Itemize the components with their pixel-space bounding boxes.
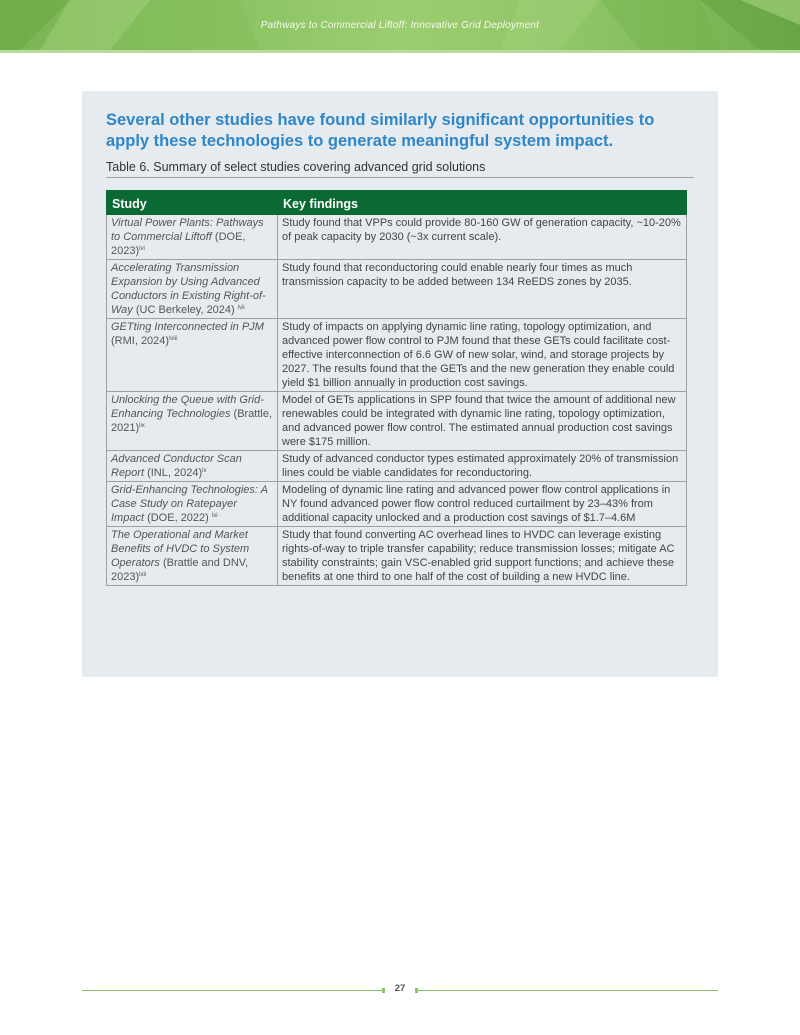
table-row	[107, 319, 687, 392]
study-source: (DOE, 2022)	[144, 512, 212, 524]
study-title: Unlocking the Queue with Grid-Enhancing Technologies	[111, 394, 264, 420]
column-header-key-findings: Key findings	[278, 191, 687, 215]
study-source: (Brattle, 2021)	[111, 408, 273, 434]
study-title: Accelerating Transmission Expansion by Using Advanced Conductors in Existing Right-of-Way	[111, 262, 266, 316]
endnote-ref: lxii	[139, 572, 147, 578]
finding-cell: Modeling of dynamic line rating and advanced power flow control applications in NY found advanced power flow control reduced curtailment by 23–43% from additional capacity unlocked and a production cost savings of $1.7–4.6M	[278, 482, 687, 527]
study-cell	[107, 215, 278, 260]
callout-lead: Several other studies have found similarly significant opportunities to apply these technologies to generate meaningful system impact.	[106, 111, 655, 150]
column-header-study: Study	[107, 191, 278, 215]
finding-cell: Study of impacts on applying dynamic line rating, topology optimization, and advanced power flow control to PJM found that these GETs could facilitate cost-effective interconnection of 6.6 GW of new solar, wind, and storage projects by 2027. The results found that the GETs and the new generation they enable could yield $1 billion annually in production cost savings.	[278, 319, 687, 392]
study-title: Virtual Power Plants: Pathways to Commercial Liftoff	[111, 217, 264, 243]
endnote-ref: lvii	[237, 305, 245, 311]
footer-rule-right	[415, 990, 718, 991]
finding-cell: Model of GETs applications in SPP found that twice the amount of additional new renewables could be integrated with dynamic line rating, topology optimization, and advanced power flow control. The estimated annual production cost savings were $175 million.	[278, 392, 687, 451]
table-row	[107, 451, 687, 482]
page-number: 27	[394, 983, 406, 994]
endnote-ref: lx	[202, 468, 207, 474]
banner-divider	[0, 50, 800, 53]
footer-rule-end	[415, 988, 418, 993]
studies-table	[106, 190, 687, 586]
table-row	[107, 215, 687, 260]
study-cell	[107, 482, 278, 527]
table-row	[107, 482, 687, 527]
finding-cell: Study of advanced conductor types estimated approximately 20% of transmission lines could be viable candidates for reconductoring.	[278, 451, 687, 482]
study-source: (DOE, 2023)	[111, 231, 246, 257]
endnote-ref: lxi	[211, 513, 218, 519]
study-source: (Brattle and DNV, 2023)	[111, 557, 249, 583]
table-caption: Table 6. Summary of select studies covering advanced grid solutions	[106, 160, 694, 178]
study-cell	[107, 451, 278, 482]
header-banner	[0, 0, 800, 50]
study-cell	[107, 260, 278, 319]
endnote-ref: lvi	[139, 246, 145, 252]
table-row	[107, 527, 687, 586]
finding-cell: Study that found converting AC overhead lines to HVDC can leverage existing rights-of-way to triple transfer capability; reduce transmission losses; mitigate AC stability constraints; gain VSC-enabled grid support functions; and achieve these benefits at one third to one half of the cost of building a new HVDC line.	[278, 527, 687, 586]
study-source: (UC Berkeley, 2024)	[132, 304, 238, 316]
study-source: (INL, 2024)	[144, 467, 203, 479]
table-header-row	[107, 191, 687, 215]
study-cell	[107, 527, 278, 586]
table-row	[107, 260, 687, 319]
study-cell	[107, 392, 278, 451]
document-title: Pathways to Commercial Liftoff: Innovative Grid Deployment	[260, 20, 540, 31]
study-title: GETting Interconnected in PJM	[111, 321, 264, 333]
study-cell	[107, 319, 278, 392]
finding-cell: Study found that reconductoring could enable nearly four times as much transmission capacity to be added between 134 ReEDS zones by 2035.	[278, 260, 687, 319]
table-row	[107, 392, 687, 451]
study-title: Grid-Enhancing Technologies: A Case Study on Ratepayer Impact	[111, 484, 268, 524]
endnote-ref: lviii	[169, 336, 178, 342]
study-source: (RMI, 2024)	[111, 335, 170, 347]
callout-panel	[82, 91, 718, 677]
footer-rule-left	[82, 990, 385, 991]
finding-cell: Study found that VPPs could provide 80-160 GW of generation capacity, ~10-20% of peak capacity by 2030 (~3x current scale).	[278, 215, 687, 260]
study-title: Advanced Conductor Scan Report	[111, 453, 242, 479]
endnote-ref: lix	[139, 423, 145, 429]
study-title: The Operational and Market Benefits of HVDC to System Operators	[111, 529, 250, 569]
